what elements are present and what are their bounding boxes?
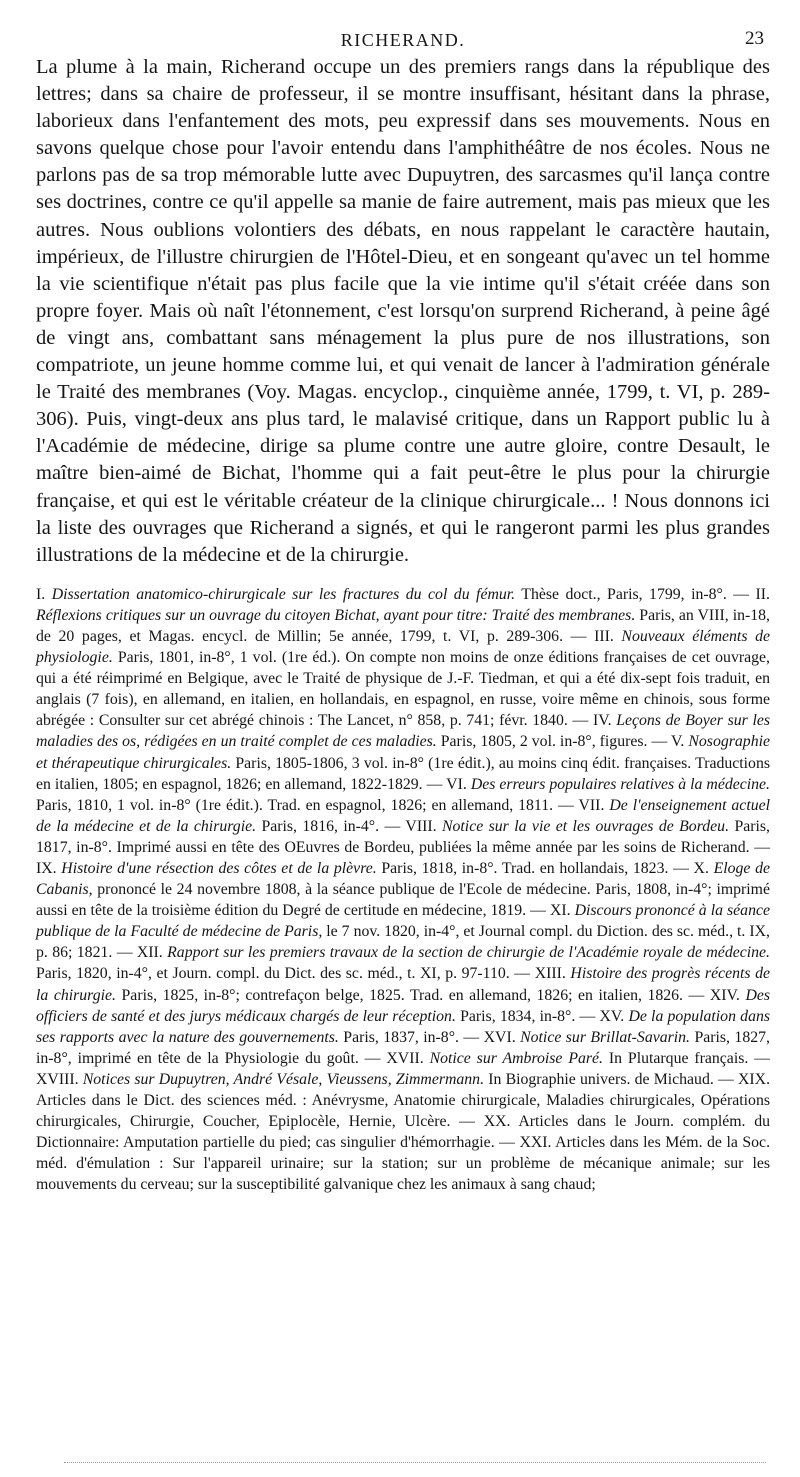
- bibliography-entry: VI. Des erreurs populaires relatives à la médecine. Paris, 1810, 1 vol. in-8° (1re édit.). Trad. en espagnol, 1826; en allemand, 1811. —: [36, 775, 771, 814]
- bibliography-entry: XVIII. Notices sur Dupuytren, André Vésale, Vieussens, Zimmermann. In Biographie univers. de Michaud. —: [36, 1070, 734, 1088]
- bibliography-entry: V. Nosographie et thérapeutique chirurgicales. Paris, 1805-1806, 3 vol. in-8° (1re édit.), au moins cinq édit. françaises. Traductions en italien, 1805; en espagnol, 1826; en allemand, 1822-1829. —: [36, 733, 770, 793]
- bibliography-entry: IV. Leçons de Boyer sur les maladies des os, rédigées en un traité complet de ces maladies. Paris, 1805, 2 vol. in-8°, figures. —: [36, 712, 770, 751]
- bibliography-entry: XIX. Articles dans le Dict. des sciences méd. : Anévrysme, Anatomie chirurgicale, Maladies chirurgicales, Opérations chirurgicales, Chirurgie, Coucher, Epiplocèle, Hernie, Ulcère. —: [36, 1070, 771, 1131]
- bibliography-notes: [36, 584, 770, 1196]
- bibliography-entry: X. Eloge de Cabanis, prononcé le 24 novembre 1808, à la séance publique de l'Ecole de médecine. Paris, 1808, in-4°; imprimé aussi en tête de la troisième édition du Degré de certitude en médecine, 1819. —: [36, 860, 770, 920]
- page-header: [36, 22, 770, 54]
- footer-rule: [64, 1462, 766, 1463]
- bibliography-entry: XX. Articles dans le Journ. complém. du Dictionnaire: Amputation partielle du pied; cas singulier d'hémorrhagie. —: [36, 1113, 771, 1152]
- bibliography-entry: XI. Discours prononcé à la séance publique de la Faculté de médecine de Paris, le 7 nov. 1820, in-4°, et Journal compl. du Diction. des sc. méd., t. IX, p. 86; 1821. —: [36, 902, 770, 962]
- bibliography-entry: III. Nouveaux éléments de physiologie. Paris, 1801, in-8°, 1 vol. (1re éd.). On compte non moins de onze éditions françaises de cet ouvrage, qui a été réimprimé en Belgique, avec le Traité de physique de J.-F. Tiedman, et qui a été dix-sept fois traduit, en anglais (7 fois), en allemand, en italien, en hollandais, en espagnol, en russe, voire même en chinois, sous forme abrégée : Consulter sur cet abrégé chinois : The Lancet, n° 858, p. 741; févr. 1840. —: [36, 627, 770, 730]
- bibliography-entry: XIII. Histoire des progrès récents de la chirurgie. Paris, 1825, in-8°; contrefaçon belge, 1825. Trad. en allemand, 1826; en italien, 1826. —: [36, 965, 771, 1004]
- bibliography-entry: II. Réflexions critiques sur un ouvrage du citoyen Bichat, ayant pour titre: Traité des membranes. Paris, an VIII, in-18, de 20 pages, et Magas. encycl. de Millin; 5e année, 1799, t. VI, p. 289-306. —: [36, 585, 770, 645]
- bibliography-entry: VII. De l'enseignement actuel de la médecine et de la chirurgie. Paris, 1816, in-4°. —: [36, 796, 771, 835]
- bibliography-entry: IX. Histoire d'une résection des côtes et de la plèvre. Paris, 1818, in-8°. Trad. en hollandais, 1823. —: [36, 860, 689, 877]
- page-number: 23: [745, 28, 764, 49]
- bibliography-entry: XIV. Des officiers de santé et des jurys médicaux chargés de leur réception. Paris, 1834, in-8°. —: [36, 986, 771, 1025]
- bibliography-entry: XII. Rapport sur les premiers travaux de la section de chirurgie de l'Académie royale de médecine. Paris, 1820, in-4°, et Journ. compl. du Dict. des sc. méd., t. XI, p. 97-110. —: [36, 944, 770, 983]
- bibliography-entry: XV. De la population dans ses rapports avec la nature des gouvernements. Paris, 1837, in-8°. —: [36, 1007, 771, 1046]
- bibliography-entry: XXI. Articles dans les Mém. de la Soc. méd. d'émulation : Sur l'appareil urinaire; sur la station; sur un problème de mécanique animale; sur les mouvements du cerveau; sur la susceptibilité galvanique chez les animaux à sang chaud;: [36, 1134, 771, 1194]
- body-paragraph: La plume à la main, Richerand occupe un des premiers rangs dans la république des lettres; dans sa chaire de professeur, il se montre insuffisant, hésitant dans la phrase, laborieux dans l'enfantement des mots, peu expressif dans ses mouvements. Nous en savons quelque chose pour l'avoir entendu dans l'amphithéâtre de nos écoles. Nous ne parlons pas de sa trop mémorable lutte avec Dupuytren, des sarcasmes qu'il lança contre ses doctrines, contre ce qu'il appelle sa manie de faire autrement, mais pas mieux que les autres. Nous oublions volontiers des débats, en nous rappelant le caractère hautain, impérieux, de l'illustre chirurgien de l'Hôtel-Dieu, et en songeant qu'avec un tel homme la vie scientifique n'était pas plus facile que la vie intime qu'il s'était créée dans son propre foyer. Mais où naît l'étonnement, c'est lorsqu'on surprend Richerand, à peine âgé de vingt ans, combattant sans ménagement la plus pure de nos illustrations, son compatriote, un jeune homme comme lui, et qui venait de lancer à l'admiration générale le Traité des membranes (Voy. Magas. encyclop., cinquième année, 1799, t. VI, p. 289-306). Puis, vingt-deux ans plus tard, le malavisé critique, dans un Rapport public lu à l'Académie de médecine, dirige sa plume contre une autre gloire, contre Desault, le maître bien-aimé de Bichat, l'homme qui a fait peut-être le plus pour la chirurgie française, et qui est le véritable créateur de la clinique chirurgicale... ! Nous donnons ici la liste des ouvrages que Richerand a signés, et qui le rangeront parmi les plus grandes illustrations de la médecine et de la chirurgie.: [36, 56, 770, 566]
- bibliography-entry: I. Dissertation anatomico-chirurgicale sur les fractures du col du fémur. Thèse doct., Paris, 1799, in-8°. —: [36, 585, 750, 603]
- bibliography-entry: XVII. Notice sur Ambroise Paré. In Plutarque français. —: [386, 1049, 770, 1067]
- bibliography-entry: XVI. Notice sur Brillat-Savarin. Paris, 1827, in-8°, imprimé en tête de la Physiologie du goût. —: [36, 1028, 770, 1067]
- bibliography-entry: VIII. Notice sur la vie et les ouvrages de Bordeu. Paris, 1817, in-8°. Imprimé aussi en tête des OEuvres de Bordeu, publiées la même année par les soins de Richerand. —: [36, 817, 770, 856]
- running-head: RICHERAND.: [340, 30, 466, 50]
